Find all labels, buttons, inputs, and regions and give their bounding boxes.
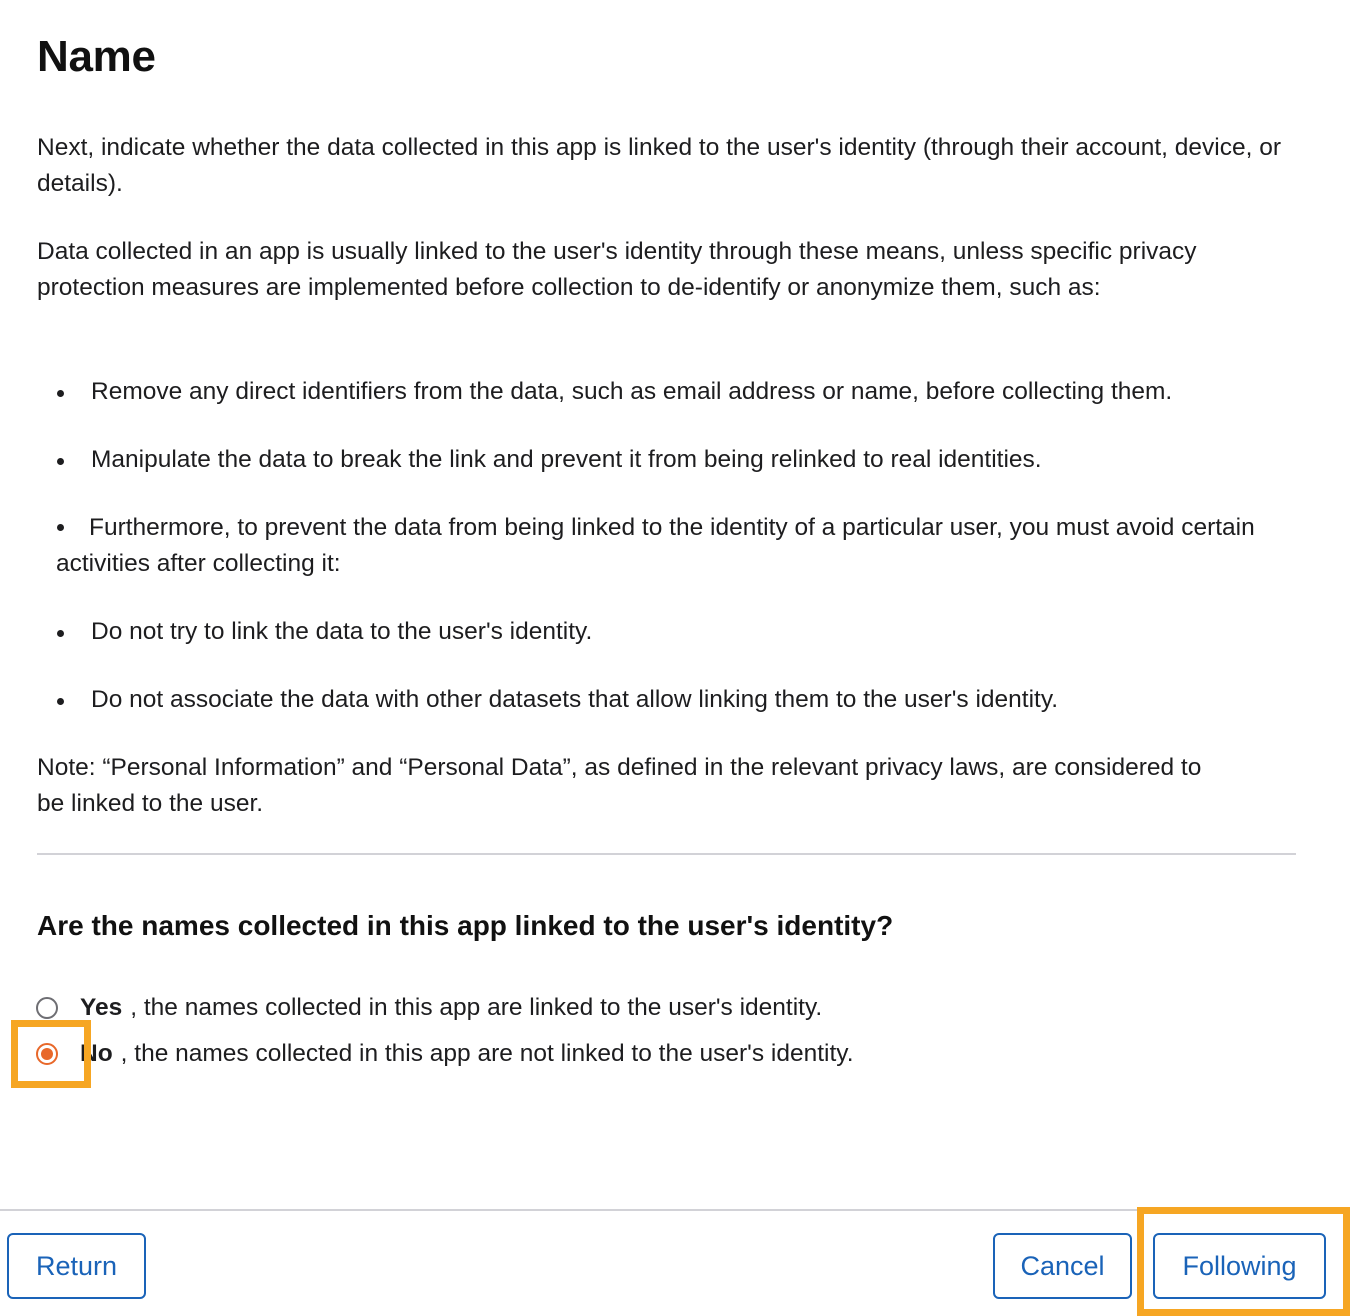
following-button[interactable]: Following xyxy=(1153,1233,1326,1299)
section-divider xyxy=(37,853,1296,855)
bullet-item-wrapped xyxy=(56,510,1256,582)
note-paragraph: Note: “Personal Information” and “Personal Data”, as defined in the relevant privacy laws, are considered to be linked to the user. xyxy=(37,754,1202,817)
bullet-item: Do not try to link the data to the user's identity. xyxy=(91,618,593,645)
cancel-button[interactable]: Cancel xyxy=(993,1233,1132,1299)
return-button[interactable]: Return xyxy=(7,1233,146,1299)
radio-no[interactable] xyxy=(36,1043,58,1065)
bullet-icon xyxy=(57,524,64,531)
question-heading: Are the names collected in this app linked to the user's identity? xyxy=(37,910,894,941)
bullet-icon xyxy=(57,458,64,465)
bullet-item-text: Furthermore, to prevent the data from being linked to the identity of a particular user, you must avoid certain activities after collecting it: xyxy=(56,514,1255,577)
radio-option-no[interactable] xyxy=(36,1037,854,1071)
radio-no-label: , the names collected in this app are not linked to the user's identity. xyxy=(120,1040,854,1067)
radio-option-yes[interactable] xyxy=(36,991,822,1025)
bullet-item: Remove any direct identifiers from the data, such as email address or name, before collecting them. xyxy=(91,378,1173,405)
bullet-icon xyxy=(57,390,64,397)
bullet-item: Do not associate the data with other datasets that allow linking them to the user's identity. xyxy=(91,686,1059,713)
radio-yes-label: , the names collected in this app are linked to the user's identity. xyxy=(130,994,823,1021)
bullet-item: Manipulate the data to break the link and prevent it from being relinked to real identities. xyxy=(91,446,1042,473)
radio-yes-label-strong: Yes xyxy=(80,994,123,1021)
bullet-icon xyxy=(57,630,64,637)
bullet-icon xyxy=(57,698,64,705)
radio-no-label-strong: No xyxy=(80,1040,113,1067)
radio-yes[interactable] xyxy=(36,997,58,1019)
footer-divider xyxy=(0,1209,1350,1211)
intro-paragraph: Next, indicate whether the data collected in this app is linked to the user's identity (through their account, device, or details). xyxy=(37,134,1281,197)
page-title: Name xyxy=(37,32,156,81)
explanation-paragraph: Data collected in an app is usually linked to the user's identity through these means, unless specific privacy protection measures are implemented before collection to de-identify or anonymize them, such as: xyxy=(37,238,1197,301)
